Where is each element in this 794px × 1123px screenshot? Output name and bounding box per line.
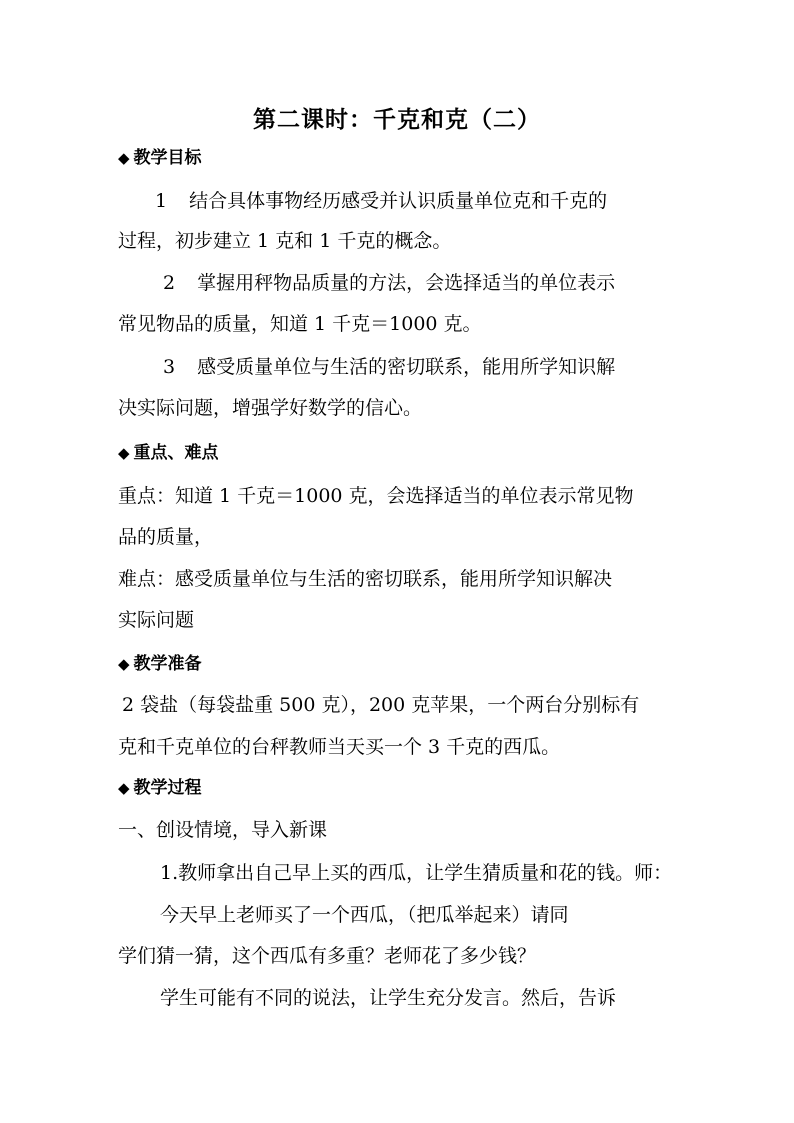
process-line2: 今天早上老师买了一个西瓜，（把瓜举起来）请同: [160, 904, 569, 926]
objectives-heading: [118, 143, 202, 173]
objective-item-2-line2: 常见物品的质量，知道 1 千克＝1000 克。: [118, 313, 482, 335]
diamond-bullet-icon: ◆: [118, 779, 130, 797]
diamond-bullet-icon: ◆: [118, 149, 130, 167]
preparation-line1: 2 袋盐（每袋盐重 500 克），200 克苹果，一个两台分别标有: [122, 694, 640, 716]
process-part1-title: 一、创设情境，导入新课: [118, 819, 328, 841]
objective-item-3-line1: [163, 352, 615, 382]
objective-item-1-line1: [155, 186, 607, 216]
difficult-point-line1: 难点：感受质量单位与生活的密切联系，能用所学知识解决: [118, 568, 613, 590]
process-heading: [118, 773, 202, 803]
objective-number: 1: [155, 190, 168, 212]
key-point-line2: 品的质量，: [118, 526, 214, 548]
process-line4: 学生可能有不同的说法，让学生充分发言。然后，告诉: [160, 987, 617, 1009]
process-line1: 1.教师拿出自己早上买的西瓜，让学生猜质量和花的钱。师：: [160, 862, 673, 884]
difficult-point-line2: 实际问题: [118, 609, 195, 631]
objective-text: 掌握用秤物品质量的方法，会选择适当的单位表示: [197, 272, 616, 294]
process-heading-text: 教学过程: [133, 778, 202, 798]
diamond-bullet-icon: ◆: [118, 444, 130, 462]
objective-number: 2: [163, 272, 176, 294]
objective-item-1-line2: 过程，初步建立 1 克和 1 千克的概念。: [118, 230, 452, 252]
objectives-heading-text: 教学目标: [133, 148, 202, 168]
objective-text: 感受质量单位与生活的密切联系，能用所学知识解: [197, 356, 616, 378]
diamond-bullet-icon: ◆: [118, 655, 130, 673]
preparation-heading-text: 教学准备: [133, 654, 202, 674]
key-points-heading-text: 重点、难点: [133, 443, 219, 463]
preparation-heading: [118, 649, 202, 679]
page-title: 第二课时：千克和克（二）: [253, 106, 541, 133]
process-line3: 学们猜一猜，这个西瓜有多重？老师花了多少钱？: [118, 945, 537, 967]
preparation-line2: 克和千克单位的台秤教师当天买一个 3 千克的西瓜。: [118, 736, 561, 758]
key-points-heading: [118, 438, 219, 468]
objective-number: 3: [163, 356, 176, 378]
objective-item-2-line1: [163, 268, 615, 298]
key-point-line1: 重点：知道 1 千克＝1000 克，会选择适当的单位表示常见物: [118, 485, 634, 507]
objective-text: 结合具体事物经历感受并认识质量单位克和千克的: [189, 190, 608, 212]
objective-item-3-line2: 决实际问题，增强学好数学的信心。: [118, 397, 423, 419]
